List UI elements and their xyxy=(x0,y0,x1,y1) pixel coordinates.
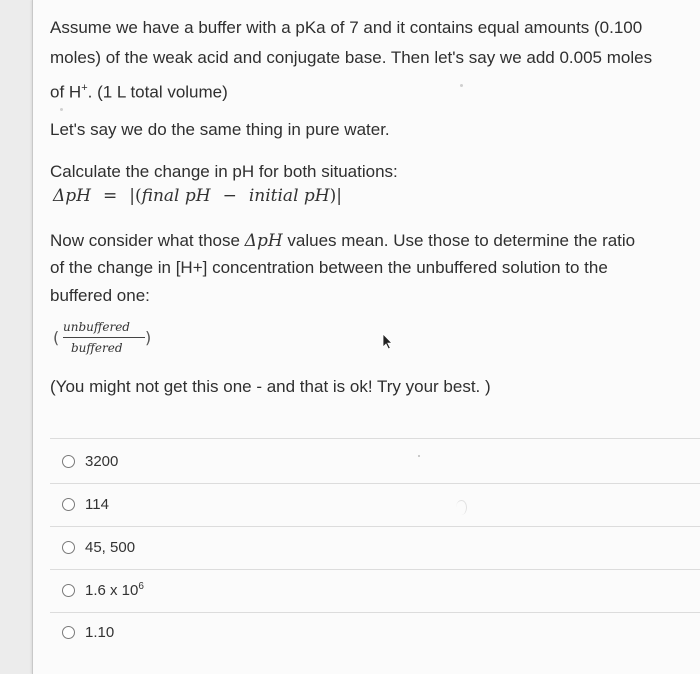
fraction-numerator: unbuffered xyxy=(63,320,130,334)
answer-option-label xyxy=(85,581,144,599)
answer-option-3200[interactable] xyxy=(62,449,118,473)
fraction-bar xyxy=(63,337,145,338)
answer-option-1-6e6[interactable] xyxy=(62,578,144,602)
consider-line-3: buffered one: xyxy=(50,286,150,305)
consider-line-2: of the change in [H+] concentration between the unbuffered solution to the xyxy=(50,258,608,277)
divider xyxy=(50,612,700,613)
equation-equals: = xyxy=(102,186,118,206)
answer-option-label: 114 xyxy=(85,495,109,513)
radio-button[interactable] xyxy=(62,541,75,554)
radio-button[interactable] xyxy=(62,584,75,597)
intro-line-3-prefix: of H xyxy=(50,82,82,102)
smudge-mark xyxy=(418,455,420,457)
answer-option-label: 3200 xyxy=(85,452,119,470)
equation-close: )| xyxy=(329,186,342,206)
consider-line-1-end: values mean. Use those to determine the ratio xyxy=(287,231,636,250)
radio-button[interactable] xyxy=(62,498,75,511)
smudge-mark xyxy=(456,500,467,515)
answer-option-1-10[interactable] xyxy=(62,620,114,644)
delta-ph-equation xyxy=(53,184,342,208)
intro-line-3-suffix: . (1 L total volume) xyxy=(87,82,228,102)
fraction-open-paren: ( xyxy=(53,328,60,347)
equation-final: final pH xyxy=(141,186,211,206)
radio-button[interactable] xyxy=(62,455,75,468)
answer-option-45500[interactable] xyxy=(62,535,135,559)
smudge-mark xyxy=(60,108,63,111)
consider-line-1-start: Now consider what those xyxy=(50,231,240,250)
intro-line-3 xyxy=(50,76,228,105)
note-text: (You might not get this one - and that is ok! Try your best. ) xyxy=(50,377,491,396)
mouse-pointer-icon xyxy=(380,333,394,351)
equation-initial: initial pH xyxy=(248,186,330,206)
fraction-denominator: buffered xyxy=(71,341,123,355)
consider-line-1 xyxy=(50,229,635,253)
intro-line-3-superscript: + xyxy=(81,82,88,94)
answer-option-114[interactable] xyxy=(62,492,109,516)
equation-open: |( xyxy=(129,186,142,206)
consider-delta-ph: ΔpH xyxy=(244,231,283,251)
radio-button[interactable] xyxy=(62,626,75,639)
divider xyxy=(50,438,700,439)
fraction-close-paren: ) xyxy=(145,328,152,347)
divider xyxy=(50,569,700,570)
equation-minus: − xyxy=(222,186,237,206)
calculate-text: Calculate the change in pH for both situations: xyxy=(50,162,398,181)
answer-option-exponent: 6 xyxy=(138,581,144,592)
intro-line-1: Assume we have a buffer with a pKa of 7 and it contains equal amounts (0.100 xyxy=(50,18,643,37)
answer-option-label: 1.10 xyxy=(85,623,115,641)
intro-line-2: moles) of the weak acid and conjugate base. Then let's say we add 0.005 moles xyxy=(50,48,653,67)
divider xyxy=(50,526,700,527)
pure-water-text: Let's say we do the same thing in pure water. xyxy=(50,120,390,139)
smudge-mark xyxy=(460,84,463,87)
divider xyxy=(50,483,700,484)
answer-option-base: 1.6 x 10 xyxy=(85,582,139,599)
equation-lhs: ΔpH xyxy=(53,186,91,206)
answer-option-label: 45, 500 xyxy=(85,538,136,556)
